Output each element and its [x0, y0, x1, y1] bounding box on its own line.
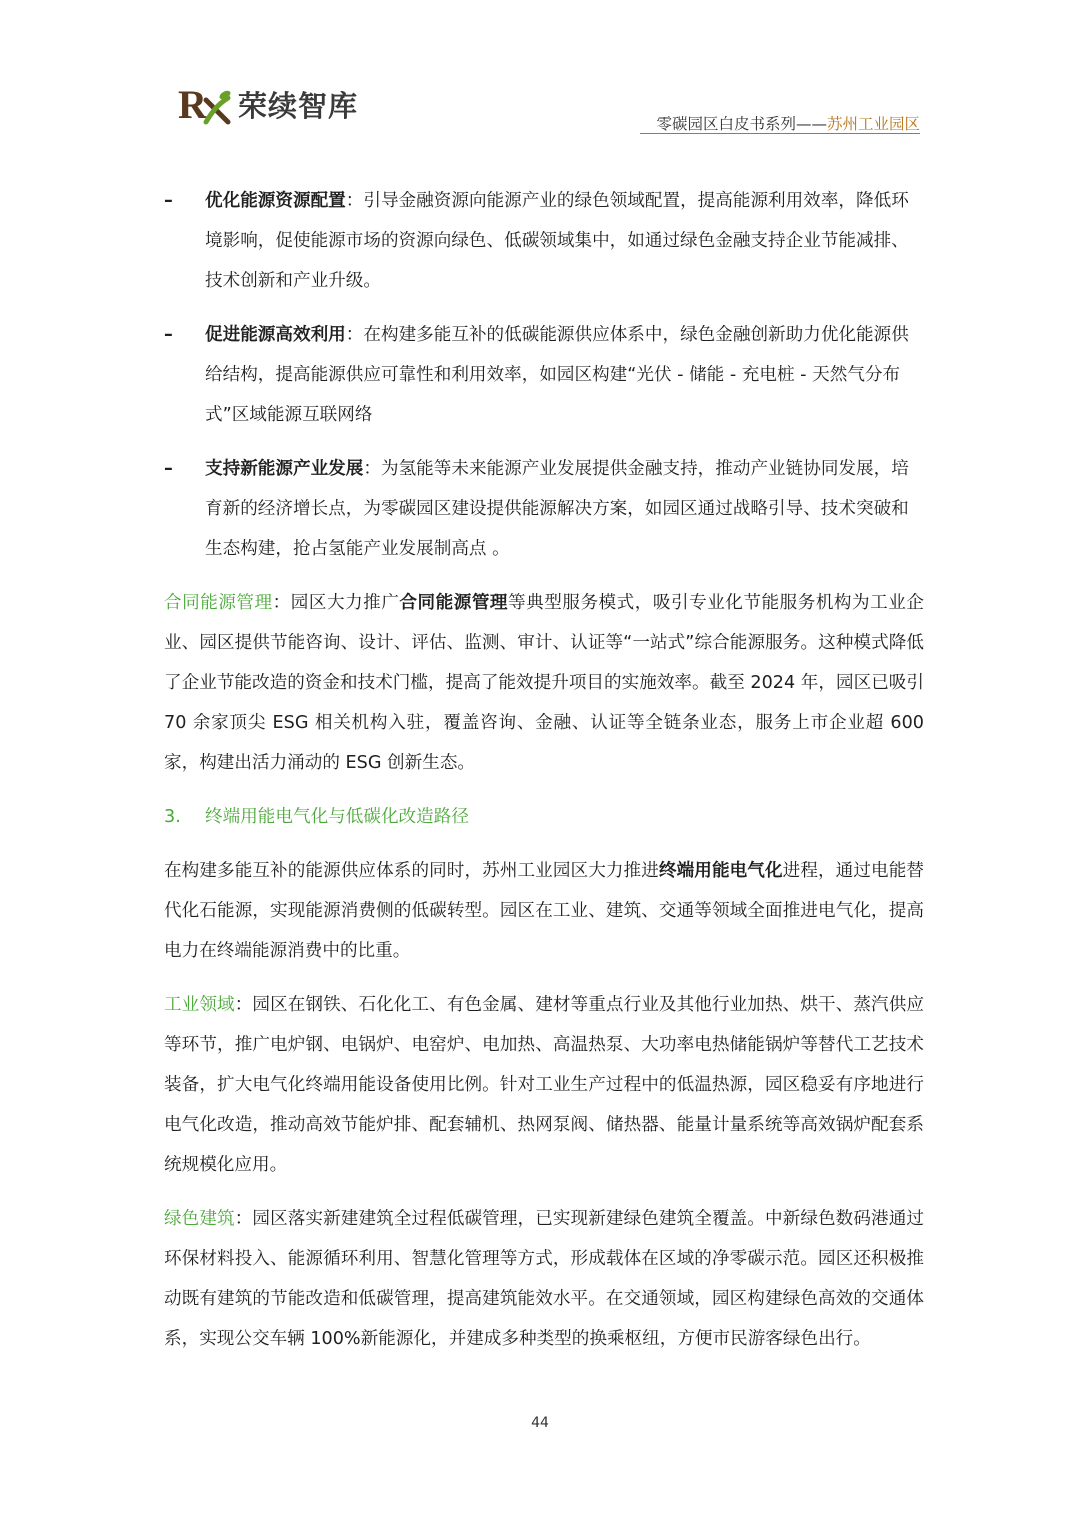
bullet-separator: ： — [345, 325, 364, 345]
bullet-text: 在构建多能互补的低碳能源供应体系中，绿色金融创新助力优化能源供给结构，提高能源供应可靠性和利用效率，如园区构建“光伏 - 储能 - 充电桩 - 天然气分布式”区域能源互联网络 — [205, 325, 909, 425]
building-separator: ： — [234, 1209, 253, 1229]
bullet-item — [164, 449, 924, 569]
page-content — [164, 181, 924, 1373]
building-paragraph — [164, 1199, 924, 1359]
logo — [178, 82, 358, 126]
page-number: 44 — [531, 1415, 549, 1431]
bullet-item — [164, 315, 924, 435]
header-rule — [640, 133, 920, 134]
contract-label: 合同能源管理 — [164, 593, 273, 613]
building-label: 绿色建筑 — [164, 1209, 235, 1229]
bullet-text: 为氢能等未来能源产业发展提供金融支持，推动产业链协同发展，培育新的经济增长点，为零碳园区建设提供能源解决方案，如园区通过战略引导、技术突破和生态构建，抢占氢能产业发展制高点 。 — [205, 459, 909, 559]
industry-text: 园区在钢铁、石化化工、有色金属、建材等重点行业及其他行业加热、烘干、蒸汽供应等环节，推广电炉钢、电锅炉、电窑炉、电加热、高温热泵、大功率电热储能锅炉等替代工艺技术装备，扩大电气化终端用能设备使用比例。针对工业生产过程中的低温热源，园区稳妥有序地进行电气化改造，推动高效节能炉排、配套辅机、热网泵阀、储热器、能量计量系统等高效锅炉配套系统规模化应用。 — [164, 995, 924, 1175]
bullet-term: 优化能源资源配置 — [205, 191, 346, 211]
section-title: 终端用能电气化与低碳化改造路径 — [205, 807, 469, 827]
contract-text-after: 等典型服务模式，吸引专业化节能服务机构为工业企业、园区提供节能咨询、设计、评估、监测、审计、认证等“一站式”综合能源服务。这种模式降低了企业节能改造的资金和技术门槛，提高了能效提升项目的实施效率。截至 2024 年，园区已吸引 70 余家顶尖 ESG 相关机构入驻，覆盖咨询、金融、认证等全链条业态，服务上市企业超 600 家，构建出活力涌动的 ESG 创新生态。 — [164, 593, 924, 773]
bullet-separator: ： — [345, 191, 364, 211]
bullet-text: 引导金融资源向能源产业的绿色领域配置，提高能源利用效率，降低环境影响，促使能源市场的资源向绿色、低碳领域集中，如通过绿色金融支持企业节能减排、技术创新和产业升级。 — [205, 191, 909, 291]
contract-text-before: 园区大力推广 — [290, 593, 400, 613]
intro-bold: 终端用能电气化 — [658, 861, 783, 881]
contract-bold: 合同能源管理 — [399, 593, 509, 613]
industry-paragraph — [164, 985, 924, 1185]
section-number: 3. — [164, 807, 181, 827]
contract-paragraph — [164, 583, 924, 783]
building-text: 园区落实新建建筑全过程低碳管理，已实现新建绿色建筑全覆盖。中新绿色数码港通过环保材料投入、能源循环利用、智慧化管理等方式，形成载体在区域的净零碳示范。园区还积极推动既有建筑的节能改造和低碳管理，提高建筑能效水平。在交通领域，园区构建绿色高效的交通体系，实现公交车辆 100%新能源化，并建成多种类型的换乘枢纽，方便市民游客绿色出行。 — [164, 1209, 924, 1349]
industry-separator: ： — [234, 995, 253, 1015]
header-title-accent: 苏州工业园区 — [826, 115, 920, 133]
intro-paragraph — [164, 851, 924, 971]
svg-text:R: R — [178, 82, 207, 126]
header-title-prefix: 零碳园区白皮书系列—— — [656, 115, 827, 133]
section-heading — [164, 797, 924, 837]
bullet-separator: ： — [363, 459, 381, 479]
bullet-dash: – — [164, 191, 173, 211]
logo-rx-icon — [178, 82, 232, 126]
industry-label: 工业领域 — [164, 995, 235, 1015]
intro-text-after: 进程，通过电能替代化石能源，实现能源消费侧的低碳转型。园区在工业、建筑、交通等领域全面推进电气化，提高电力在终端能源消费中的比重。 — [164, 861, 924, 961]
contract-separator: ： — [272, 593, 291, 613]
bullet-term: 支持新能源产业发展 — [205, 459, 364, 479]
bullet-item — [164, 181, 924, 301]
intro-text-before: 在构建多能互补的能源供应体系的同时，苏州工业园区大力推进 — [164, 861, 659, 881]
logo-text: 荣续智库 — [238, 88, 359, 123]
header-title — [656, 112, 920, 134]
bullet-dash: – — [164, 459, 173, 479]
bullet-term: 促进能源高效利用 — [205, 325, 346, 345]
bullet-dash: – — [164, 325, 173, 345]
